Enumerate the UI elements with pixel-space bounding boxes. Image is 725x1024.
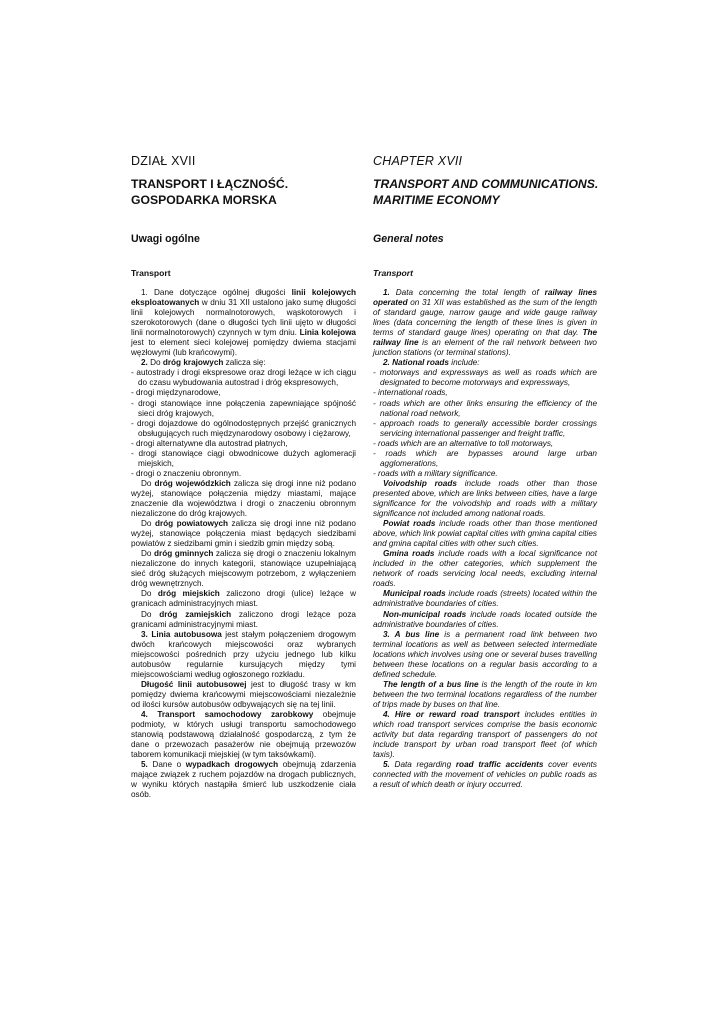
text-run: include: [448, 358, 480, 368]
text-run: - drogi stanowiące inne połączenia zapewniające spójność sieci dróg krajowych, [131, 398, 356, 418]
paragraph [373, 630, 597, 680]
paragraph [373, 288, 597, 358]
text-run: cover events connected with the movement of vehicles on public roads as a result of which death or injury occurred. [373, 760, 597, 790]
chapter-title-line-2: MARITIME ECONOMY [373, 192, 500, 207]
text-run: Do [141, 549, 154, 559]
text-run: - international roads, [373, 388, 448, 398]
chapter-label: CHAPTER XVII [373, 154, 463, 168]
bold-term: dróg krajowych [162, 358, 224, 368]
text-run: - autostrady i drogi ekspresowe oraz drogi leżące w ich ciągu do czasu wybudowania autostrad i dróg ekspresowych, [131, 368, 356, 388]
bold-term: wypadkach drogowych [185, 760, 279, 770]
bold-term: 1. [383, 288, 396, 297]
bold-term: 3. A bus line [383, 629, 440, 639]
text-run: Do [141, 519, 155, 529]
text-run: zaliczono drogi (ulice) leżące w granicach administracyjnych miast. [131, 589, 356, 609]
text-run: zalicza się drogi inne niż podano wyżej, stanowiące połączenia miast będących siedzibami powiatów z siedzibami gmin i siedzib gmin między sobą. [131, 519, 356, 549]
paragraph [373, 549, 597, 589]
paragraph [373, 358, 597, 368]
text-run: include roads with a local significance not included in the other categories, which supplement the network of roads servicing local needs, excluding internal roads. [373, 549, 597, 589]
text-run: obejmuje podmioty, w których usługi transportu samochodowego stanowią podstawową działalność gospodarczą, z tym że dane o przewozach pasażerów nie obejmują przewozów taborem komunikacji miejskiej (w tym taksówkami). [131, 709, 356, 760]
paragraph [373, 479, 597, 519]
text-run: obejmują zdarzenia mające związek z ruchem pojazdów na drogach publicznych, w wyniku których nastąpiła śmierć lub uszkodzenie ciała osób. [131, 760, 356, 800]
text-run: Do [141, 589, 158, 599]
bold-term: Non-municipal roads [383, 609, 467, 619]
general-notes-heading: General notes [373, 233, 444, 245]
text-run: - roads which are bypasses around large urban agglomerations, [373, 448, 597, 468]
text-run: zalicza się drogi o znaczeniu lokalnym niezaliczone do innych kategorii, stanowiące uzupełniającą sieć dróg służących miejscowym potrzebom, z wyłączeniem dróg wewnętrznych. [131, 549, 356, 589]
paragraph [131, 630, 356, 680]
text-run: include roads (streets) located within the administrative boundaries of cities. [373, 589, 597, 609]
paragraph [131, 519, 356, 549]
bold-term: Municipal roads [383, 589, 446, 599]
bold-term: Długość linii autobusowej [141, 679, 247, 689]
chapter-title-line-1: TRANSPORT AND COMMUNICATIONS. [373, 177, 599, 191]
paragraph [131, 680, 356, 710]
list-item [373, 419, 597, 439]
bold-term: 2. National roads [383, 358, 449, 368]
text-run: is a permanent road link between two terminal locations as well as between selected intermediate locations which involves using one or several buses travelling between these locations on a regular basis according to a defined schedule. [373, 629, 598, 679]
list-item [131, 368, 356, 388]
text-run: zaliczono drogi leżące poza granicami administracyjnymi miast. [131, 609, 356, 629]
text-run: - drogi alternatywne dla autostrad płatnych, [131, 438, 288, 448]
body-text [131, 288, 356, 800]
text-run: - roads which are other links ensuring the efficiency of the national road network, [373, 398, 597, 418]
paragraph [131, 358, 356, 368]
paragraph [131, 479, 356, 519]
text-run: 1. [141, 288, 155, 297]
text-run: - drogi międzynarodowe, [131, 388, 221, 398]
chapter-title-line-2: GOSPODARKA MORSKA [131, 192, 277, 207]
bold-term: dróg zamiejskich [159, 609, 232, 619]
text-run: jest stałym połączeniem drogowym dwóch krańcowych miejscowości oraz wybranych miejscowości pośrednich przy użyciu jednego lub kilku autobusów regularnie kursujących między tymi miejscowościami według ogłoszonego rozkładu. [131, 629, 357, 679]
text-run: zalicza się: [223, 358, 266, 368]
bold-term: 5. [383, 760, 395, 770]
paragraph [373, 680, 597, 710]
text-run: is an element of the rail network between two junction stations (or terminal stations). [373, 338, 597, 358]
section-heading: Transport [131, 268, 171, 278]
bold-term: railway lines operated [373, 288, 598, 308]
list-item [373, 439, 597, 449]
text-run: jest to element sieci kolejowej pomiędzy dwiema stacjami węzłowymi (lub krańcowymi). [131, 338, 356, 358]
paragraph [131, 760, 356, 800]
bold-term: 3. Linia autobusowa [141, 629, 222, 639]
text-run: Do [150, 358, 163, 368]
bold-term: dróg miejskich [157, 589, 220, 599]
text-run: include roads other than those presented above, which are links between cities, have a large significance for the voivodship and roads with a military significance not included among national roads. [373, 478, 597, 519]
text-run: - drogi o znaczeniu obronnym. [131, 468, 242, 478]
bold-term: 5. [141, 760, 153, 770]
text-run: zalicza się drogi inne niż podano wyżej, stanowiące połączenia między miastami, mające znaczenie dla województwa i drogi o znaczeniu obronnym niezaliczone do dróg krajowych. [131, 478, 356, 519]
bold-term: dróg wojewódzkich [154, 478, 231, 488]
text-run: - drogi dojazdowe do ogólnodostępnych przejść granicznych obsługujących ruch międzynarodowy osobowy i ciężarowy, [131, 418, 356, 438]
paragraph [373, 710, 597, 760]
paragraph [373, 519, 597, 549]
bold-term: Powiat roads [383, 519, 436, 529]
list-item [131, 449, 356, 469]
bold-term: dróg gminnych [154, 549, 214, 559]
text-run: - roads with a military significance. [373, 468, 498, 478]
list-item [373, 399, 597, 419]
bold-term: 4. Hire or reward road transport [383, 709, 520, 719]
list-item [373, 449, 597, 469]
list-item [373, 469, 597, 479]
paragraph [373, 610, 597, 630]
list-item [131, 399, 356, 419]
text-run: - roads which are an alternative to toll motorways, [373, 438, 554, 448]
paragraph [131, 610, 356, 630]
bold-term: linii kolejowych eksploatowanych [131, 288, 357, 308]
bold-term: Voivodship roads [383, 478, 457, 488]
paragraph [131, 549, 356, 589]
text-run: w dniu 31 XII ustalono jako sumę długości linii kolejowych normalnotorowych, wąskotorowych i szerokotorowych (dane o długości tych linii ujęto w długości linii normalnotorowych) czynnych w tym dniu. [131, 298, 356, 338]
text-run: Data concerning the total length of [395, 288, 545, 297]
paragraph [131, 710, 356, 760]
chapter-title [373, 177, 598, 208]
list-item [373, 368, 597, 388]
list-item [131, 439, 356, 449]
bold-term: Linia kolejowa [299, 328, 356, 338]
text-run: - motorways and expressways as well as roads which are designated to become motorways and expressways, [373, 368, 597, 388]
general-notes-heading: Uwagi ogólne [131, 233, 200, 245]
bold-term: The railway line [373, 328, 597, 348]
text-run: Data regarding [394, 760, 456, 770]
text-run: include roads other than those mentioned above, which link powiat capital cities with gmina capital cities and gmina capital cities with other such cities. [373, 519, 597, 549]
list-item [131, 388, 356, 398]
bold-term: 2. [141, 358, 151, 368]
list-item [131, 419, 356, 439]
section-heading: Transport [373, 268, 413, 278]
paragraph [131, 589, 356, 609]
text-run: - drogi stanowiące ciągi obwodnicowe dużych aglomeracji miejskich, [131, 448, 356, 468]
bold-term: Gmina roads [383, 549, 435, 559]
text-run: jest to długość trasy w km pomiędzy dwiema krańcowymi miejscowościami niezależnie od ilości kursów autobusów odbywających się na tej linii. [131, 679, 356, 709]
bold-term: The length of a bus line [383, 679, 479, 689]
text-run: Dane o [152, 760, 186, 770]
chapter-label: DZIAŁ XVII [131, 154, 196, 168]
chapter-title-line-1: TRANSPORT I ŁĄCZNOŚĆ. [131, 177, 289, 191]
text-run: includes entities in which road transport services comprise the basis economic activity but data regarding transport of passengers do not include transport by urban road transport fleet (of which taxis). [373, 709, 597, 760]
paragraph [373, 760, 597, 790]
text-run: is the length of the route in km between the two terminal locations regardless of the number of trips made by buses on that line. [373, 679, 597, 709]
text-run: Do [141, 609, 160, 619]
bold-term: 4. Transport samochodowy zarobkowy [141, 709, 314, 719]
text-run: - approach roads to generally accessible border crossings servicing international passenger and freight traffic, [373, 418, 597, 438]
bold-term: dróg powiatowych [154, 519, 229, 529]
text-run: on 31 XII was established as the sum of the length of standard gauge, narrow gauge and wide gauge railway lines (data concerning the length of these lines is given in terms of standard gauge lines) operating on that day. [373, 298, 597, 338]
text-run: Do [141, 478, 155, 488]
bold-term: road traffic accidents [455, 760, 544, 770]
chapter-title [131, 177, 288, 208]
body-text [373, 288, 597, 790]
text-run: Dane dotyczące ogólnej długości [154, 288, 292, 297]
text-run: include roads located outside the administrative boundaries of cities. [373, 609, 597, 629]
paragraph [131, 288, 356, 358]
list-item [373, 388, 597, 398]
paragraph [373, 589, 597, 609]
list-item [131, 469, 356, 479]
